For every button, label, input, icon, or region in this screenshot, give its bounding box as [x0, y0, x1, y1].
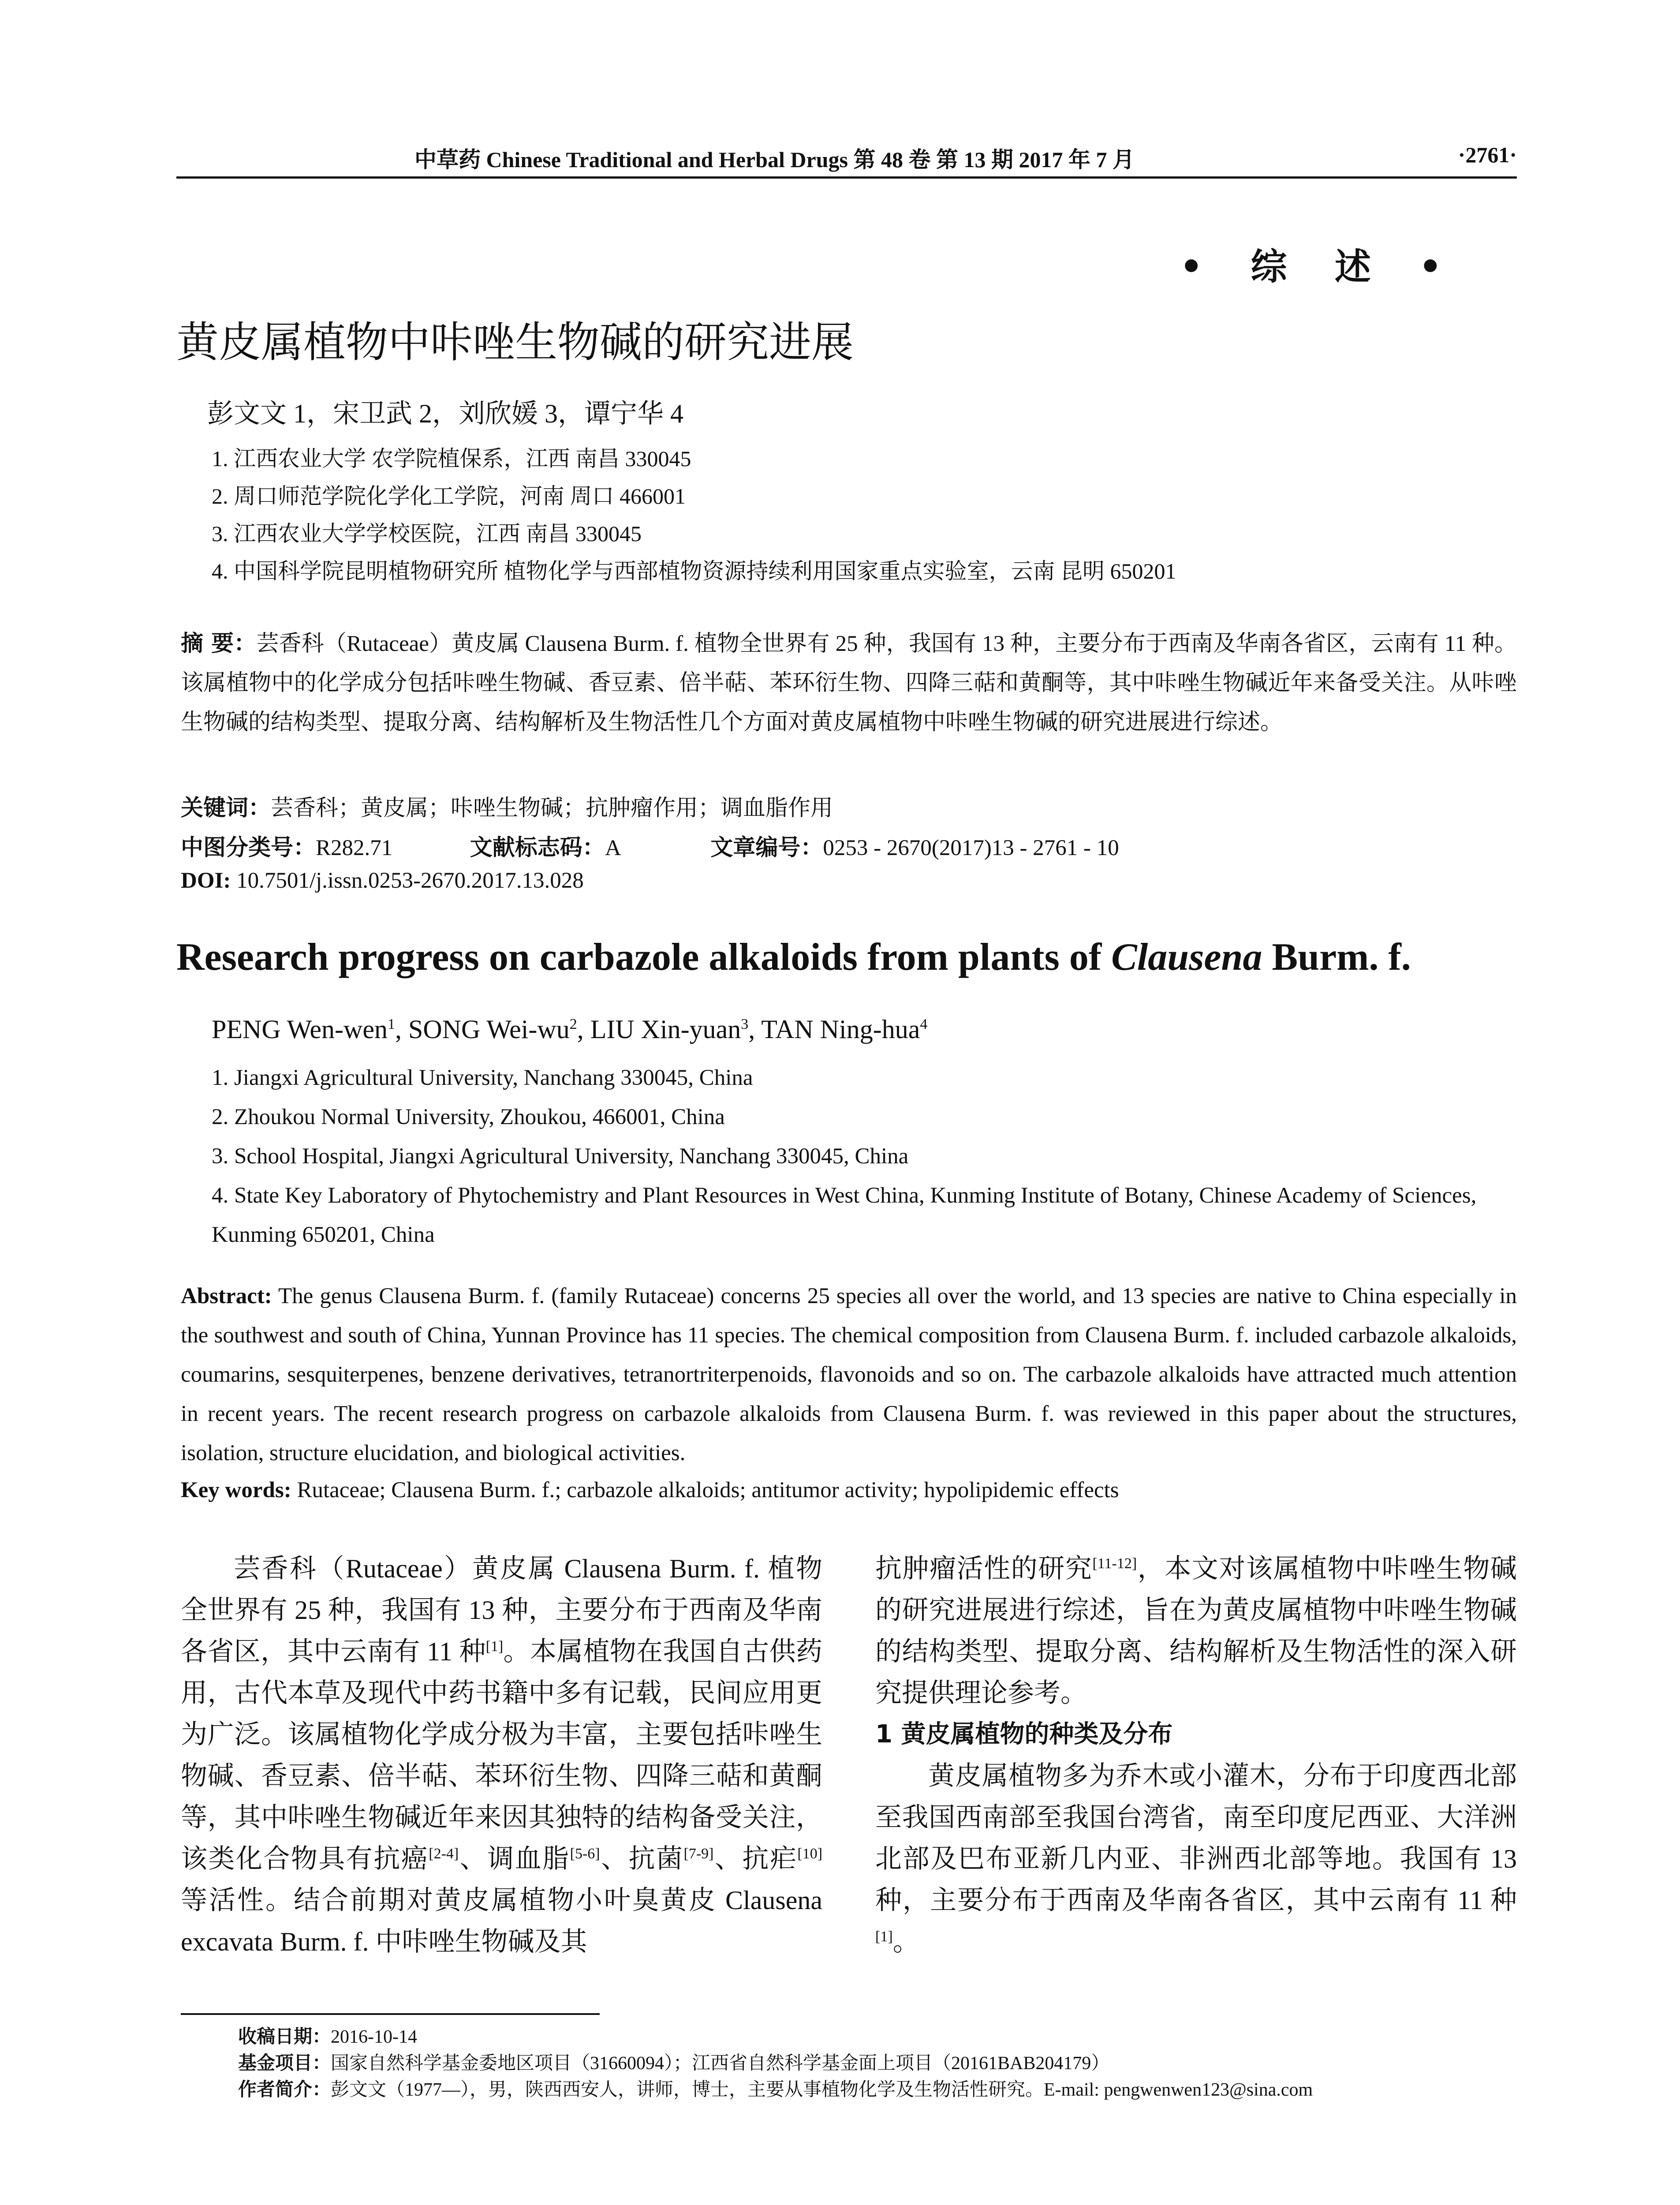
abstract-cn-text: 芸香科（Rutaceae）黄皮属 Clausena Burm. f. 植物全世界有 25 种，我国有 13 种，主要分布于西南及华南各省区，云南有 11 种。该属植物中的化学成分包括咔唑生物碱、香豆素、倍半萜、苯环衍生物、四降三萜和黄酮等，其中咔唑生物碱近年来备受关注。从咔唑生物碱的结构类型、提取分离、结构解析及生物活性几个方面对黄皮属植物中咔唑生物碱的研究进展进行综述。	[181, 632, 1517, 735]
citation[interactable]: [5-6]	[570, 1846, 600, 1862]
footnote-received	[238, 2022, 417, 2048]
citation[interactable]: [10]	[797, 1846, 823, 1862]
keywords-cn-label: 关键词：	[181, 795, 271, 821]
body-text: 。	[892, 1927, 919, 1956]
body-text: ，本文对该属植物中咔唑生物碱的研究进展进行综述，旨在为黄皮属植物中咔唑生物碱的结构类型、提取分离、结构解析及生物活性的深入研究提供理论参考。	[875, 1554, 1517, 1708]
title-en-suffix: Burm. f.	[1262, 936, 1411, 979]
authors-cn: 彭文文 1，宋卫武 2，刘欣媛 3，谭宁华 4	[207, 399, 683, 428]
keywords-en-label: Key words:	[181, 1478, 291, 1502]
author-en-3-aff: 3	[741, 1016, 749, 1032]
citation[interactable]: [1]	[485, 1638, 504, 1655]
author-en-4: TAN Ning-hua	[761, 1015, 920, 1044]
footnote-label: 基金项目：	[238, 2052, 331, 2074]
body-column-left	[181, 1548, 822, 1962]
affiliation-cn-2: 2. 周口师范学院化学化工学院，河南 周口 466001	[212, 484, 686, 508]
author-en-2: SONG Wei-wu	[408, 1015, 570, 1044]
article-no-value: 0253 - 2670(2017)13 - 2761 - 10	[823, 836, 1119, 860]
footnote-author-bio	[238, 2075, 1313, 2101]
abstract-cn	[181, 624, 1517, 742]
title-en-prefix: Research progress on carbazole alkaloids from plants of	[176, 936, 1112, 979]
body-paragraph-1-cont	[875, 1548, 1517, 1714]
footnote-text: 彭文文（1977—），男，陕西西安人，讲师，博士，主要从事植物化学及生物活性研究。E-mail: pengwenwen123@sina.com	[331, 2080, 1313, 2100]
body-column-right	[875, 1548, 1517, 1962]
classification-line	[181, 829, 1119, 862]
running-header-journal: 中草药 Chinese Traditional and Herbal Drugs 第 48 卷 第 13 期 2017 年 7 月	[414, 147, 1135, 172]
keywords-cn	[181, 789, 833, 822]
affiliation-cn-1: 1. 江西农业大学 农学院植保系，江西 南昌 330045	[212, 446, 691, 471]
body-text: 、调血脂	[459, 1844, 570, 1873]
title-en-genus: Clausena	[1111, 936, 1262, 979]
doc-code-value: A	[605, 836, 620, 860]
body-paragraph-1	[181, 1548, 822, 1962]
body-text: 等活性。结合前期对黄皮属植物小叶臭黄皮 Clausena excavata Burm. f. 中咔唑生物碱及其	[181, 1886, 822, 1956]
citation[interactable]: [2-4]	[429, 1846, 459, 1862]
footnote-text: 2016-10-14	[331, 2027, 417, 2047]
body-text: 。本属植物在我国自古供药用，古代本草及现代中药书籍中多有记载，民间应用更为广泛。该属植物化学成分极为丰富，主要包括咔唑生物碱、香豆素、倍半萜、苯环衍生物、四降三萜和黄酮等，其中咔唑生物碱近年来因其独特的结构备受关注，该类化合物具有抗癌	[181, 1637, 822, 1873]
keywords-cn-text: 芸香科；黄皮属；咔唑生物碱；抗肿瘤作用；调血脂作用	[271, 796, 833, 821]
citation[interactable]: [7-9]	[683, 1846, 714, 1862]
affiliation-en-2: 2. Zhoukou Normal University, Zhoukou, 466001, China	[212, 1105, 725, 1129]
author-en-1-aff: 1	[388, 1016, 395, 1032]
body-text: 抗肿瘤活性的研究	[875, 1554, 1093, 1583]
body-text: 、抗疟	[713, 1844, 798, 1873]
clc-label: 中图分类号：	[181, 835, 316, 861]
footnote-label: 作者简介：	[238, 2078, 331, 2100]
author-en-2-aff: 2	[569, 1016, 577, 1032]
affiliation-cn-3: 3. 江西农业大学学校医院，江西 南昌 330045	[212, 521, 642, 546]
keywords-en-text: Rutaceae; Clausena Burm. f.; carbazole alkaloids; antitumor activity; hypolipidemic effects	[297, 1478, 1119, 1502]
doc-code-label: 文献标志码：	[470, 835, 605, 861]
body-text: 黄皮属植物多为乔木或小灌木，分布于印度西北部至我国西南部至我国台湾省，南至印度尼西亚、大洋洲北部及巴布亚新几内亚、非洲西北部等地。我国有 13 种，主要分布于西南及华南各省区，其中云南有 11 种	[875, 1761, 1517, 1915]
body-text: 、抗菌	[600, 1844, 684, 1873]
section-tag: • 综 述 •	[1180, 246, 1460, 288]
footnote-label: 收稿日期：	[238, 2026, 331, 2047]
body-text: 芸香科（Rutaceae）黄皮属 Clausena Burm. f. 植物全世界有 25 种，我国有 13 种，主要分布于西南及华南各省区，其中云南有 11 种	[181, 1554, 822, 1666]
keywords-en	[181, 1477, 1119, 1503]
affiliation-en-1: 1. Jiangxi Agricultural University, Nanchang 330045, China	[212, 1065, 753, 1090]
affiliation-cn-4: 4. 中国科学院昆明植物研究所 植物化学与西部植物资源持续利用国家重点实验室，云南 昆明 650201	[212, 559, 1176, 583]
author-en-1: PENG Wen-wen	[212, 1015, 388, 1044]
doi-line	[181, 868, 584, 893]
footnote-rule	[181, 2013, 600, 2015]
abstract-en-label: Abstract:	[181, 1284, 272, 1308]
header-rule	[176, 176, 1517, 179]
doi-label: DOI:	[181, 868, 231, 893]
author-en-4-aff: 4	[920, 1016, 928, 1032]
article-no-label: 文章编号：	[710, 835, 823, 861]
title-en	[176, 935, 1411, 979]
title-cn: 黄皮属植物中咔唑生物碱的研究进展	[176, 318, 854, 367]
page-number: ·2761·	[1458, 142, 1517, 167]
body-paragraph-2	[875, 1755, 1517, 1962]
footnote-text: 国家自然科学基金委地区项目（31660094）；江西省自然科学基金面上项目（20161BAB204179）	[331, 2053, 1110, 2074]
authors-en: PENG Wen-wen$^1$, SONG Wei-$wu^2$, LIU Xin-yuan$^3$, TAN Ning-hua$^4$	[212, 1015, 928, 1044]
footnote-funding	[238, 2048, 1109, 2075]
citation[interactable]: [1]	[875, 1928, 893, 1945]
abstract-en	[181, 1277, 1517, 1473]
affiliation-en-3: 3. School Hospital, Jiangxi Agricultural University, Nanchang 330045, China	[212, 1144, 909, 1169]
author-en-3: LIU Xin-yuan	[590, 1015, 741, 1044]
affiliation-en-4: 4. State Key Laboratory of Phytochemistry and Plant Resources in West China, Kunming Institute of Botany, Chinese Academy of Sciences, Kunming 650201, China	[212, 1183, 1477, 1247]
abstract-cn-label: 摘 要：	[181, 631, 257, 657]
clc-value: R282.71	[316, 836, 393, 860]
doi-value[interactable]: 10.7501/j.issn.0253-2670.2017.13.028	[236, 868, 584, 893]
citation[interactable]: [11-12]	[1092, 1555, 1137, 1572]
abstract-en-text: The genus Clausena Burm. f. (family Rutaceae) concerns 25 species all over the world, and 13 species are native to China especially in the southwest and south of China, Yunnan Province has 11 species. The chemical composition from Clausena Burm. f. included carbazole alkaloids, coumarins, sesquiterpenes, benzene derivatives, tetranortriterpenoids, flavonoids and so on. The carbazole alkaloids have attracted much attention in recent years. The recent research progress on carbazole alkaloids from Clausena Burm. f. was reviewed in this paper about the structures, isolation, structure elucidation, and biological activities.	[181, 1284, 1517, 1465]
section-heading-1: 1 黄皮属植物的种类及分布	[875, 1720, 1173, 1749]
